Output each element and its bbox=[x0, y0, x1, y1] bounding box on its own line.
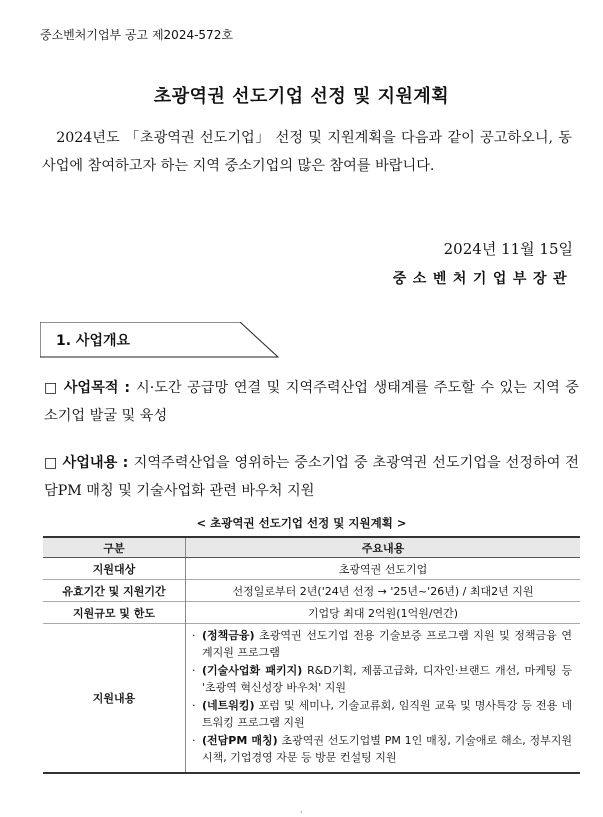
row-label: 유효기간 및 지원기간 bbox=[43, 580, 186, 602]
notice-date: 2024년 11월 15일 bbox=[443, 240, 573, 258]
square-bullet-icon: □ bbox=[44, 455, 58, 471]
table-row bbox=[43, 624, 580, 774]
table-caption: < 초광역권 선도기업 선정 및 지원계획 > bbox=[196, 516, 407, 530]
table-header-row bbox=[43, 537, 580, 558]
row-label: 지원대상 bbox=[43, 558, 186, 580]
support-details-cell bbox=[186, 624, 581, 774]
page-title: 초광역권 선도기업 선정 및 지원계획 bbox=[153, 86, 450, 107]
detail-text: R&D기획, 제품고급화, 디자인·브랜드 개선, 마케팅 등 '초광역 혁신성장 바우처' 지원 bbox=[202, 664, 572, 694]
detail-heading: (전담PM 매칭) bbox=[202, 734, 278, 747]
detail-item bbox=[192, 628, 572, 661]
row-label: 지원규모 및 한도 bbox=[43, 602, 186, 624]
table-row bbox=[43, 558, 580, 580]
detail-heading: (정책금융) bbox=[202, 629, 255, 642]
column-header-category: 구분 bbox=[43, 537, 186, 558]
row-value: 기업당 최대 2억원(1억원/연간) bbox=[186, 602, 581, 624]
row-value: 선정일로부터 2년('24년 선정 → '25년~'26년) / 최대2년 지원 bbox=[186, 580, 581, 602]
row-label: 지원내용 bbox=[43, 624, 186, 774]
bullet-separator: : bbox=[117, 455, 134, 471]
dot-bullet-icon: · bbox=[192, 629, 196, 642]
bullet-purpose bbox=[44, 374, 579, 430]
intro-paragraph bbox=[42, 124, 572, 180]
detail-text: 포럼 및 세미나, 기술교류회, 임직원 교육 및 명사특강 등 전용 네트워킹 프로그램 지원 bbox=[202, 699, 572, 729]
bullet-content bbox=[44, 449, 579, 505]
table-row bbox=[43, 602, 580, 624]
detail-text: 초광역권 선도기업별 PM 1인 매칭, 기술애로 해소, 정부지원시책, 기업경영 자문 등 방문 컨설팅 지원 bbox=[202, 734, 572, 764]
section-title: 1. 사업개요 bbox=[56, 333, 131, 349]
support-plan-table bbox=[43, 536, 580, 774]
column-header-content: 주요내용 bbox=[186, 537, 581, 558]
detail-item bbox=[192, 663, 572, 696]
bullet-text: 지역주력산업을 영위하는 중소기업 중 초광역권 선도기업을 선정하여 전담PM 매칭 및 기술사업화 관련 바우처 지원 bbox=[44, 455, 579, 499]
intro-text: 2024년도 「초광역권 선도기업」 선정 및 지원계획을 다음과 같이 공고하오니, 동 사업에 참여하고자 하는 지역 중소기업의 많은 참여를 바랍니다. bbox=[42, 130, 572, 174]
dot-bullet-icon: · bbox=[192, 734, 196, 747]
bullet-heading: 사업내용 bbox=[62, 455, 118, 471]
square-bullet-icon: □ bbox=[44, 380, 59, 396]
bullet-heading: 사업목적 bbox=[63, 380, 119, 396]
dot-bullet-icon: · bbox=[192, 699, 196, 712]
detail-text: 초광역권 선도기업 전용 기술보증 프로그램 지원 및 정책금융 연계지원 프로그램 bbox=[202, 629, 572, 659]
row-value: 초광역권 선도기업 bbox=[186, 558, 581, 580]
ministry-signature: 중소벤처기업부장관 bbox=[392, 271, 573, 287]
page-mark: · bbox=[300, 808, 303, 817]
notice-number: 중소벤처기업부 공고 제2024-572호 bbox=[40, 28, 233, 42]
table-row bbox=[43, 580, 580, 602]
detail-heading: (기술사업화 패키지) bbox=[202, 664, 303, 677]
detail-heading: (네트워킹) bbox=[202, 699, 255, 712]
detail-item bbox=[192, 698, 572, 731]
dot-bullet-icon: · bbox=[192, 664, 196, 677]
bullet-separator: : bbox=[118, 380, 136, 396]
detail-item bbox=[192, 733, 572, 766]
bullet-text: 시·도간 공급망 연결 및 지역주력산업 생태계를 주도할 수 있는 지역 중소기업 발굴 및 육성 bbox=[44, 380, 579, 424]
